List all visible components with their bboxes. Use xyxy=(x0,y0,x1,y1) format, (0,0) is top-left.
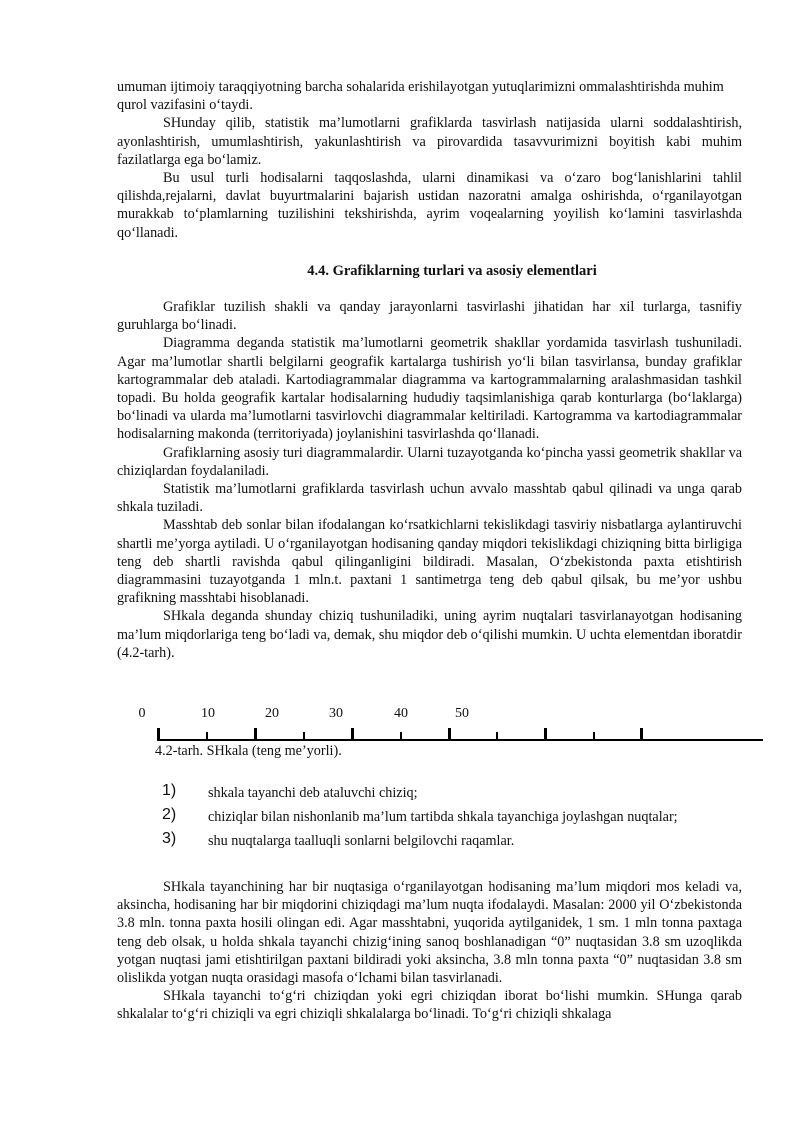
section-body xyxy=(117,298,742,662)
paragraph: Bu usul turli hodisalarni taqqoslashda, ularni dinamikasi va o‘zaro bog‘lanishlarini tahlil qilishda,rejalarni, davlat buyurtmalarini bajarish ustidan nazoratni amalga oshirishda, o‘rganilayotgan murakkab to‘plamlarning tuzilishini tekshirishda, ayrim voqealarning yoyilish ko‘lamini tasvirlashda qo‘llanadi. xyxy=(117,170,742,241)
scale-tick xyxy=(640,728,643,741)
list-text: shkala tayanchi deb ataluvchi chiziq; xyxy=(208,785,418,801)
scale-tick xyxy=(206,732,208,741)
paragraph: Diagramma deganda statistik ma’lumotlarni geometrik shakllar yordamida tasvirlash tushuniladi. Agar ma’lumotlar shartli belgilarni geografik kartalarga tushirish yo‘li bilan tasvirlansa, bunday grafiklar kartogrammalar deb ataladi. Kartodiagrammalar diagramma va kartogrammalarning aralashmasidan tashkil topadi. Bu holda geografik kartalar hodisalarning hududiy taqsimlanishiga qarab konturlarga (bo‘laklarga) bo‘linadi va ularda ma’lumotlarni tasvirlovchi diagrammalar keltiriladi. Kartogramma va kartodiagrammalar hodisalarning makonda (territoriyada) joylanishini tasvirlashda qo‘llanadi. xyxy=(117,335,742,443)
list-text: chiziqlar bilan nishonlanib ma’lum tartibda shkala tayanchiga joylashgan nuqtalar; xyxy=(208,809,678,826)
scale-tick xyxy=(303,732,305,741)
list-number: 2) xyxy=(162,806,177,824)
paragraph: SHkala deganda shunday chiziq tushuniladiki, uning ayrim nuqtalari tasvirlanayotgan hodisaning ma’lum miqdorlariga teng bo‘ladi va, demak, shu miqdor deb o‘qilishi mumkin. U uchta elementdan iboratdir (4.2-tarh). xyxy=(117,608,742,661)
paragraph: SHunday qilib, statistik ma’lumotlarni grafiklarda tasvirlash natijasida ularni soddalashtirish, ayonlashtirish, umumlashtirish, yakunlashtirish va pirovardida tasavvurimizni boyitish kabi muhim fazilatlarga ega bo‘lamiz. xyxy=(117,115,742,168)
scale-number: 0 xyxy=(138,706,146,721)
scale-tick xyxy=(448,728,451,741)
list-item xyxy=(117,808,742,826)
paragraph: SHkala tayanchi to‘g‘ri chiziqdan yoki egri chiziqdan iborat bo‘lishi mumkin. SHunga qarab shkalalar to‘g‘ri chiziqli va egri chiziqli shkalalarga bo‘linadi. To‘g‘ri chiziqli shkalaga xyxy=(117,988,742,1023)
scale-number: 10 xyxy=(201,706,215,721)
list-text: shu nuqtalarga taalluqli sonlarni belgilovchi raqamlar. xyxy=(208,833,515,850)
scale-tick xyxy=(496,732,498,741)
scale-number: 50 xyxy=(455,706,469,721)
figure-caption: 4.2-tarh. SHkala (teng me’yorli). xyxy=(155,743,342,759)
paragraph: umuman ijtimoiy taraqqiyotning barcha sohalarida erishilayotgan yutuqlarimizni ommalashtirishda muhim qurol vazifasini o‘taydi. xyxy=(117,79,724,114)
intro-text xyxy=(117,78,742,242)
list-item xyxy=(117,784,742,802)
scale-figure xyxy=(120,706,660,742)
list-item xyxy=(117,832,742,850)
scale-base-line xyxy=(158,739,763,741)
scale-tick xyxy=(254,728,257,741)
scale-number: 40 xyxy=(394,706,408,721)
paragraph: SHkala tayanchining har bir nuqtasiga o‘rganilayotgan hodisaning ma’lum miqdori mos keladi va, aksincha, hodisaning har bir miqdorini chiziqdagi ma’lum nuqta ifodalaydi. Masalan: 2000 yil O‘zbekistonda 3.8 mln. tonna paxta hosili olingan edi. Agar masshtabni, yuqorida aytilganidek, 1 sm. 1 mln tonna paxtaga teng deb olsak, u holda shkala tayanchi chizig‘ining sanoq boshlanadigan “0” nuqtasidan 3.8 sm uzoqlikda yotgan nuqtasi jami etishtirilgan paxtani bildiradi yoki aksincha, 3.8 mln tonna paxta “0” nuqtasidan 3.8 sm olislikda yotgan nuqta orasidagi masofa o‘lchami bilan tasvirlanadi. xyxy=(117,879,742,987)
paragraph: Grafiklar tuzilish shakli va qanday jarayonlarni tasvirlashi jihatidan har xil turlarga, tasnifiy guruhlarga bo‘linadi. xyxy=(117,299,742,334)
scale-number: 30 xyxy=(329,706,343,721)
paragraph: Grafiklarning asosiy turi diagrammalardir. Ularni tuzayotganda ko‘pincha yassi geometrik shakllar va chiziqlardan foydalaniladi. xyxy=(117,444,742,479)
scale-tick xyxy=(544,728,547,741)
list-number: 1) xyxy=(162,782,177,799)
scale-tick xyxy=(400,732,402,741)
scale-tick xyxy=(157,728,160,741)
paragraph: Statistik ma’lumotlarni grafiklarda tasvirlash uchun avvalo masshtab qabul qilinadi va unga qarab shkala tuziladi. xyxy=(117,481,742,516)
scale-elements-list xyxy=(117,784,742,857)
paragraph: Masshtab deb sonlar bilan ifodalangan ko‘rsatkichlarni tekislikdagi tasviriy nisbatlarga aylantiruvchi shartli me’yorga aytiladi. U o‘rganilayotgan hodisaning qanday miqdori tekislikdagi chiziqning bitta birligiga teng deb shartli ravishda qabul qilinganligini bildiradi. Masalan, O‘zbekistonda paxta etishtirish diagrammasini tuzayotganda 1 mln.t. paxtani 1 santimetrga teng deb qabul qilsak, bu me’yor ushbu grafikning masshtabi hisoblanadi. xyxy=(117,517,742,607)
scale-tick xyxy=(351,728,354,741)
closing-text xyxy=(117,878,742,1024)
scale-number: 20 xyxy=(265,706,279,721)
scale-tick xyxy=(593,732,595,741)
section-heading: 4.4. Grafiklarning turlari va asosiy elementlari xyxy=(307,263,597,279)
list-number: 3) xyxy=(162,830,177,848)
